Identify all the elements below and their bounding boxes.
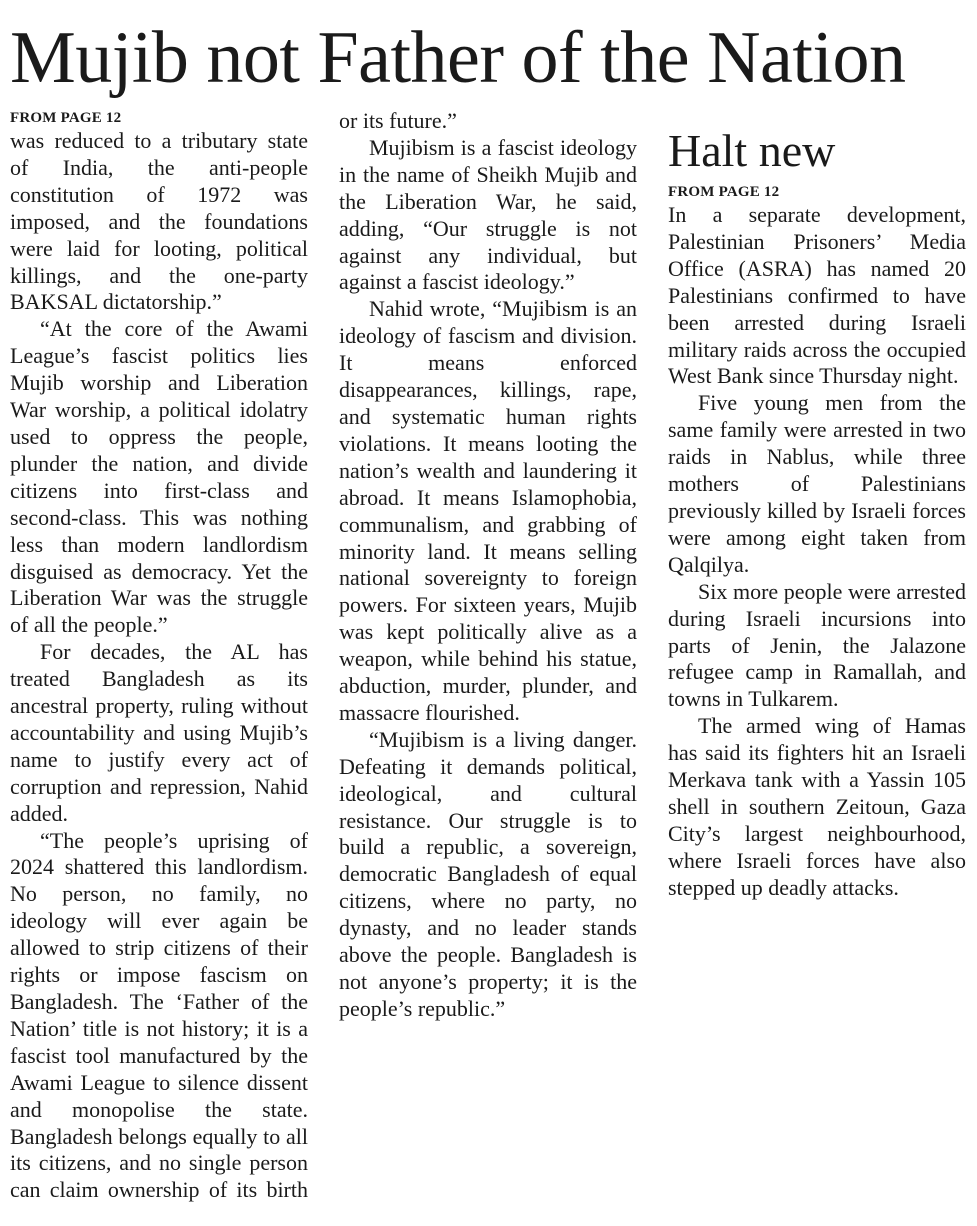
paragraph: was reduced to a tributary state of India, the anti-people constitution of 1972 was imposed, and the foundations were laid for looting, political killings, and the one-party BAKSAL dictatorship.” — [10, 128, 308, 315]
subheadline: Halt new — [668, 125, 836, 176]
paragraph: “At the core of the Awami League’s fascist politics lies Mujib worship and Liberation War worship, a political idolatry used to oppress the people, plunder the nation, and divide citizens into first-class and second-class. This was nothing less than modern landlordism disguised as democracy. Yet the Liberation War was the struggle of all the people.” — [10, 316, 308, 638]
paragraph: Mujibism is a fascist ideology in the name of Sheikh Mujib and the Liberation War, he said, adding, “Our struggle is not against any individual, but against a fascist ideology.” — [339, 134, 637, 295]
kicker-from-page: FROM PAGE 12 — [10, 110, 122, 126]
paragraph: Six more people were arrested during Israeli incursions into parts of Jenin, the Jalazone refugee camp in Ramallah, and towns in Tulkarem. — [668, 578, 966, 712]
paragraph-continued: or its future.” — [339, 108, 457, 133]
column-3 — [668, 108, 966, 902]
headline: Mujib not Father of the Nation — [10, 17, 906, 99]
paragraph: “Mujibism is a living danger. Defeating it demands political, ideological, and cultural resistance. Our struggle is to build a republic, a sovereign, democratic Bangladesh of equal citizens, where no party, no dynasty, and no leader stands above the people. Bangladesh is not anyone’s property; it is the people’s republic.” — [339, 726, 637, 1021]
paragraph: The armed wing of Hamas has said its fighters hit an Israeli Merkava tank with a Yassin 105 shell in southern Zeitoun, Gaza City’s largest neighbourhood, where Israeli forces have also stepped up deadly attacks. — [668, 713, 966, 900]
paragraph: “The people’s uprising of 2024 shattered this landlordism. No person, no family, no ideology will ever again be allowed to strip citizens of their rights or impose fascism on Bangladesh. The ‘Father of the Nation’ title is not history; it is a fascist tool manufactured by the Awami League to silence dissent and monopolise the state. Bangladesh belongs equally to all its citizens, and no single person can claim ownership of its birth — [10, 827, 308, 1203]
paragraph: Nahid wrote, “Mujibism is an ideology of fascism and division. It means enforced disappearances, killings, rape, and systematic human rights violations. It means looting the nation’s wealth and laundering it abroad. It means Islamophobia, communalism, and grabbing of minority land. It means selling national sovereignty to foreign powers. For sixteen years, Mujib was kept politically alive as a weapon, while behind his statue, abduction, murder, plunder, and massacre flourished. — [339, 296, 637, 725]
column-2 — [339, 108, 637, 1023]
kicker-from-page: FROM PAGE 12 — [668, 184, 780, 200]
paragraph: Five young men from the same family were arrested in two raids in Nablus, while three mothers of Palestinians previously killed by Israeli forces were among eight taken from Qalqilya. — [668, 390, 966, 577]
paragraph: For decades, the AL has treated Bangladesh as its ancestral property, ruling without accountability and using Mujib’s name to justify every act of corruption and repression, Nahid added. — [10, 639, 308, 826]
paragraph: In a separate development, Palestinian Prisoners’ Media Office (ASRA) has named 20 Palestinians confirmed to have been arrested during Israeli military raids across the occupied West Bank since Thursday night. — [668, 202, 966, 389]
column-1 — [10, 108, 308, 1204]
